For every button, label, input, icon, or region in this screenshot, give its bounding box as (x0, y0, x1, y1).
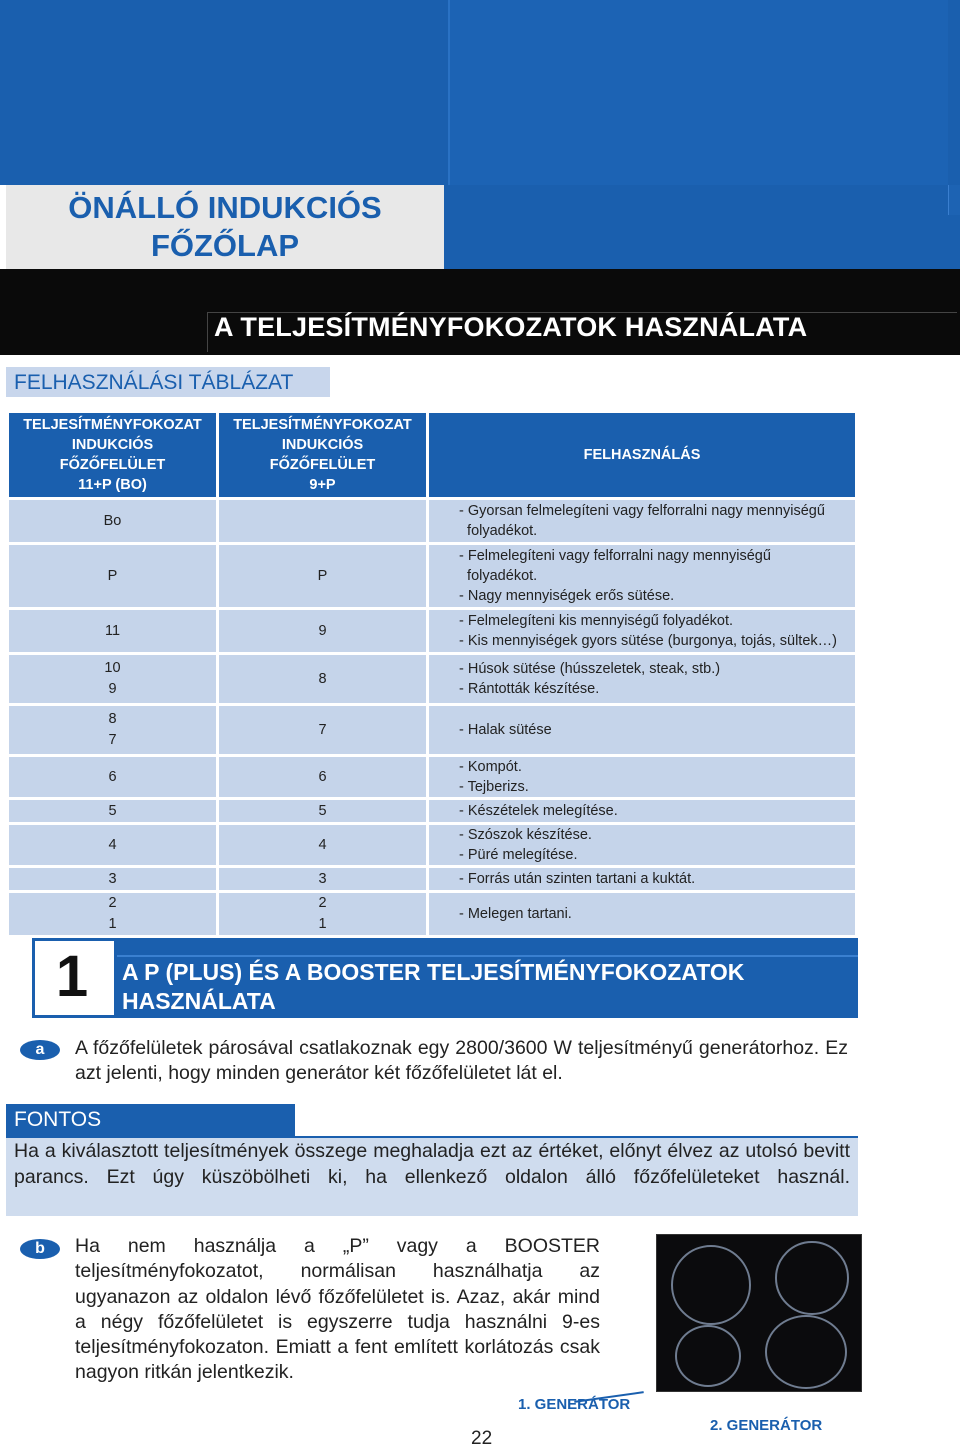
header-band-accent (448, 0, 948, 185)
fontos-label: FONTOS (14, 1108, 102, 1131)
table-row (9, 706, 855, 754)
cell-line: 2 (318, 895, 327, 911)
cell-line: - Szószok készítése. (459, 827, 592, 843)
title-box (6, 185, 444, 269)
header-line: INDUKCIÓS (281, 437, 364, 453)
generator-2-label: 2. GENERÁTOR (710, 1417, 823, 1434)
header-col2 (219, 413, 426, 497)
power-level-11p (9, 545, 216, 607)
cell-line: Bo (103, 512, 122, 529)
cell-line: 5 (318, 802, 327, 819)
table-row (9, 893, 855, 935)
page-title-line1: ÖNÁLLÓ INDUKCIÓS (68, 190, 382, 225)
cell-line: - Rántották készítése. (459, 681, 600, 697)
usage-cell (429, 757, 855, 797)
cell-line: - Húsok sütése (hússzeletek, steak, stb.) (459, 661, 721, 677)
cell-line: - Felmelegíteni kis mennyiségű folyadékot. (459, 613, 734, 629)
page-number: 22 (471, 1428, 493, 1446)
cell-line: 9 (108, 681, 117, 697)
cell-line: folyadékot. (459, 523, 538, 539)
cell-line: - Tejberizs. (459, 779, 529, 795)
usage-cell (429, 545, 855, 607)
power-level-9p (219, 893, 426, 935)
power-level-9p (219, 825, 426, 865)
cell-line: - Püré melegítése. (459, 847, 578, 863)
power-level-11p (9, 868, 216, 890)
table-row (9, 800, 855, 822)
cell-line: - Kis mennyiségek gyors sütése (burgonya, tojás, sültek…) (459, 633, 837, 649)
header-line: FŐZŐFELÜLET (269, 457, 376, 473)
power-level-11p (9, 800, 216, 822)
cell-line: 3 (108, 870, 117, 887)
table-row (9, 825, 855, 865)
cell-line: - Készételek melegítése. (459, 803, 618, 819)
cell-line: 4 (108, 836, 117, 853)
power-level-11p (9, 706, 216, 754)
power-level-11p (9, 655, 216, 703)
usage-cell (429, 500, 855, 542)
header-line: 9+P (309, 477, 336, 493)
cell-line: - Felmelegíteni vagy felforralni nagy mennyiségű (459, 548, 771, 564)
power-level-9p (219, 500, 426, 542)
power-level-11p (9, 610, 216, 652)
usage-cell (429, 893, 855, 935)
table-row (9, 868, 855, 890)
section-heading: A TELJESÍTMÉNYFOKOZATOK HASZNÁLATA (214, 312, 808, 342)
cell-line: 1 (108, 916, 117, 932)
cell-line: 6 (318, 768, 327, 785)
cell-line: 10 (104, 660, 121, 676)
generator-1-label: 1. GENERÁTOR (518, 1396, 631, 1413)
bullet-b: b (20, 1239, 60, 1259)
table-row (9, 757, 855, 797)
cell-line: 5 (108, 802, 117, 819)
power-level-9p (219, 868, 426, 890)
hob-image (656, 1234, 862, 1392)
header-right-panel (444, 185, 960, 269)
header-line: FŐZŐFELÜLET (59, 457, 166, 473)
usage-table-title: FELHASZNÁLÁSI TÁBLÁZAT (14, 371, 294, 394)
power-level-9p (219, 800, 426, 822)
cell-line: 7 (108, 732, 117, 748)
usage-table (6, 410, 858, 938)
section1-number: 1 (55, 944, 89, 1009)
zone-ring (675, 1325, 741, 1387)
header-line: TELJESÍTMÉNYFOKOZAT (233, 417, 412, 433)
cell-line: 8 (318, 670, 327, 687)
power-level-9p (219, 610, 426, 652)
section1-title: A P (PLUS) ÉS A BOOSTER TELJESÍTMÉNYFOKOZATOK HASZNÁLATA (122, 959, 745, 1014)
cell-line: 7 (318, 721, 327, 738)
cell-line: P (107, 567, 118, 584)
fontos-text: Ha a kiválasztott teljesítmények összege meghaladja ezt az értéket, előnyt élvez az utolsó bevitt parancs. Ezt úgy küszöbölheti ki, ha ellenkező oldalon álló főzőfelületeket használ. (14, 1140, 850, 1188)
power-level-11p (9, 825, 216, 865)
cell-line: - Melegen tartani. (459, 906, 572, 922)
cell-line: P (317, 567, 328, 584)
cell-line: 6 (108, 768, 117, 785)
cell-line: - Halak sütése (459, 722, 552, 738)
header-line: INDUKCIÓS (71, 437, 154, 453)
power-level-9p (219, 706, 426, 754)
power-level-11p (9, 893, 216, 935)
cell-line: 8 (108, 711, 117, 727)
cell-line: - Nagy mennyiségek erős sütése. (459, 588, 675, 604)
item-a-text: A főzőfelületek párosával csatlakoznak egy 2800/3600 W teljesítményű generátorhoz. Ez azt jelenti, hogy minden generátor két főzőfelületet lát el. (75, 1037, 848, 1084)
usage-cell (429, 655, 855, 703)
header-line: TELJESÍTMÉNYFOKOZAT (23, 417, 202, 433)
header-col3: FELHASZNÁLÁS (429, 413, 855, 497)
power-level-9p (219, 757, 426, 797)
cell-line: 9 (318, 622, 327, 639)
cell-line: 4 (318, 836, 327, 853)
item-b-text: Ha nem használja a „P” vagy a BOOSTER teljesítményfokozatot, normálisan használhatja az ugyanazon az oldalon lévő főzőfelületet is. Azaz, akár mind a négy főzőfelületet is egyszerre tudja használni 9-es teljesítményfokozaton. Emiatt a fent említett korlátozás csak nagyon ritkán jelentkezik. (75, 1235, 600, 1384)
cell-line: 3 (318, 870, 327, 887)
cell-line: 1 (318, 916, 327, 932)
header-col1 (9, 413, 216, 497)
zone-ring (765, 1315, 847, 1389)
usage-cell (429, 800, 855, 822)
power-level-11p (9, 500, 216, 542)
table-row (9, 655, 855, 703)
cell-line: folyadékot. (459, 568, 538, 584)
usage-cell (429, 868, 855, 890)
table-row (9, 545, 855, 607)
cell-line: - Forrás után szinten tartani a kuktát. (459, 871, 696, 887)
zone-ring (671, 1245, 751, 1325)
usage-cell (429, 825, 855, 865)
page-title-line2: FŐZŐLAP (150, 228, 300, 263)
cell-line: - Kompót. (459, 759, 522, 775)
header-line: 11+P (BO) (78, 477, 147, 493)
cell-line: 11 (104, 622, 121, 639)
table-row (9, 500, 855, 542)
bullet-a: a (20, 1040, 60, 1060)
cell-line: - Gyorsan felmelegíteni vagy felforralni nagy mennyiségű (459, 503, 825, 519)
usage-cell (429, 610, 855, 652)
power-level-11p (9, 757, 216, 797)
usage-cell (429, 706, 855, 754)
power-level-9p (219, 655, 426, 703)
table-row (9, 610, 855, 652)
cell-line: 2 (108, 895, 117, 911)
power-level-9p (219, 545, 426, 607)
zone-ring (775, 1241, 849, 1315)
